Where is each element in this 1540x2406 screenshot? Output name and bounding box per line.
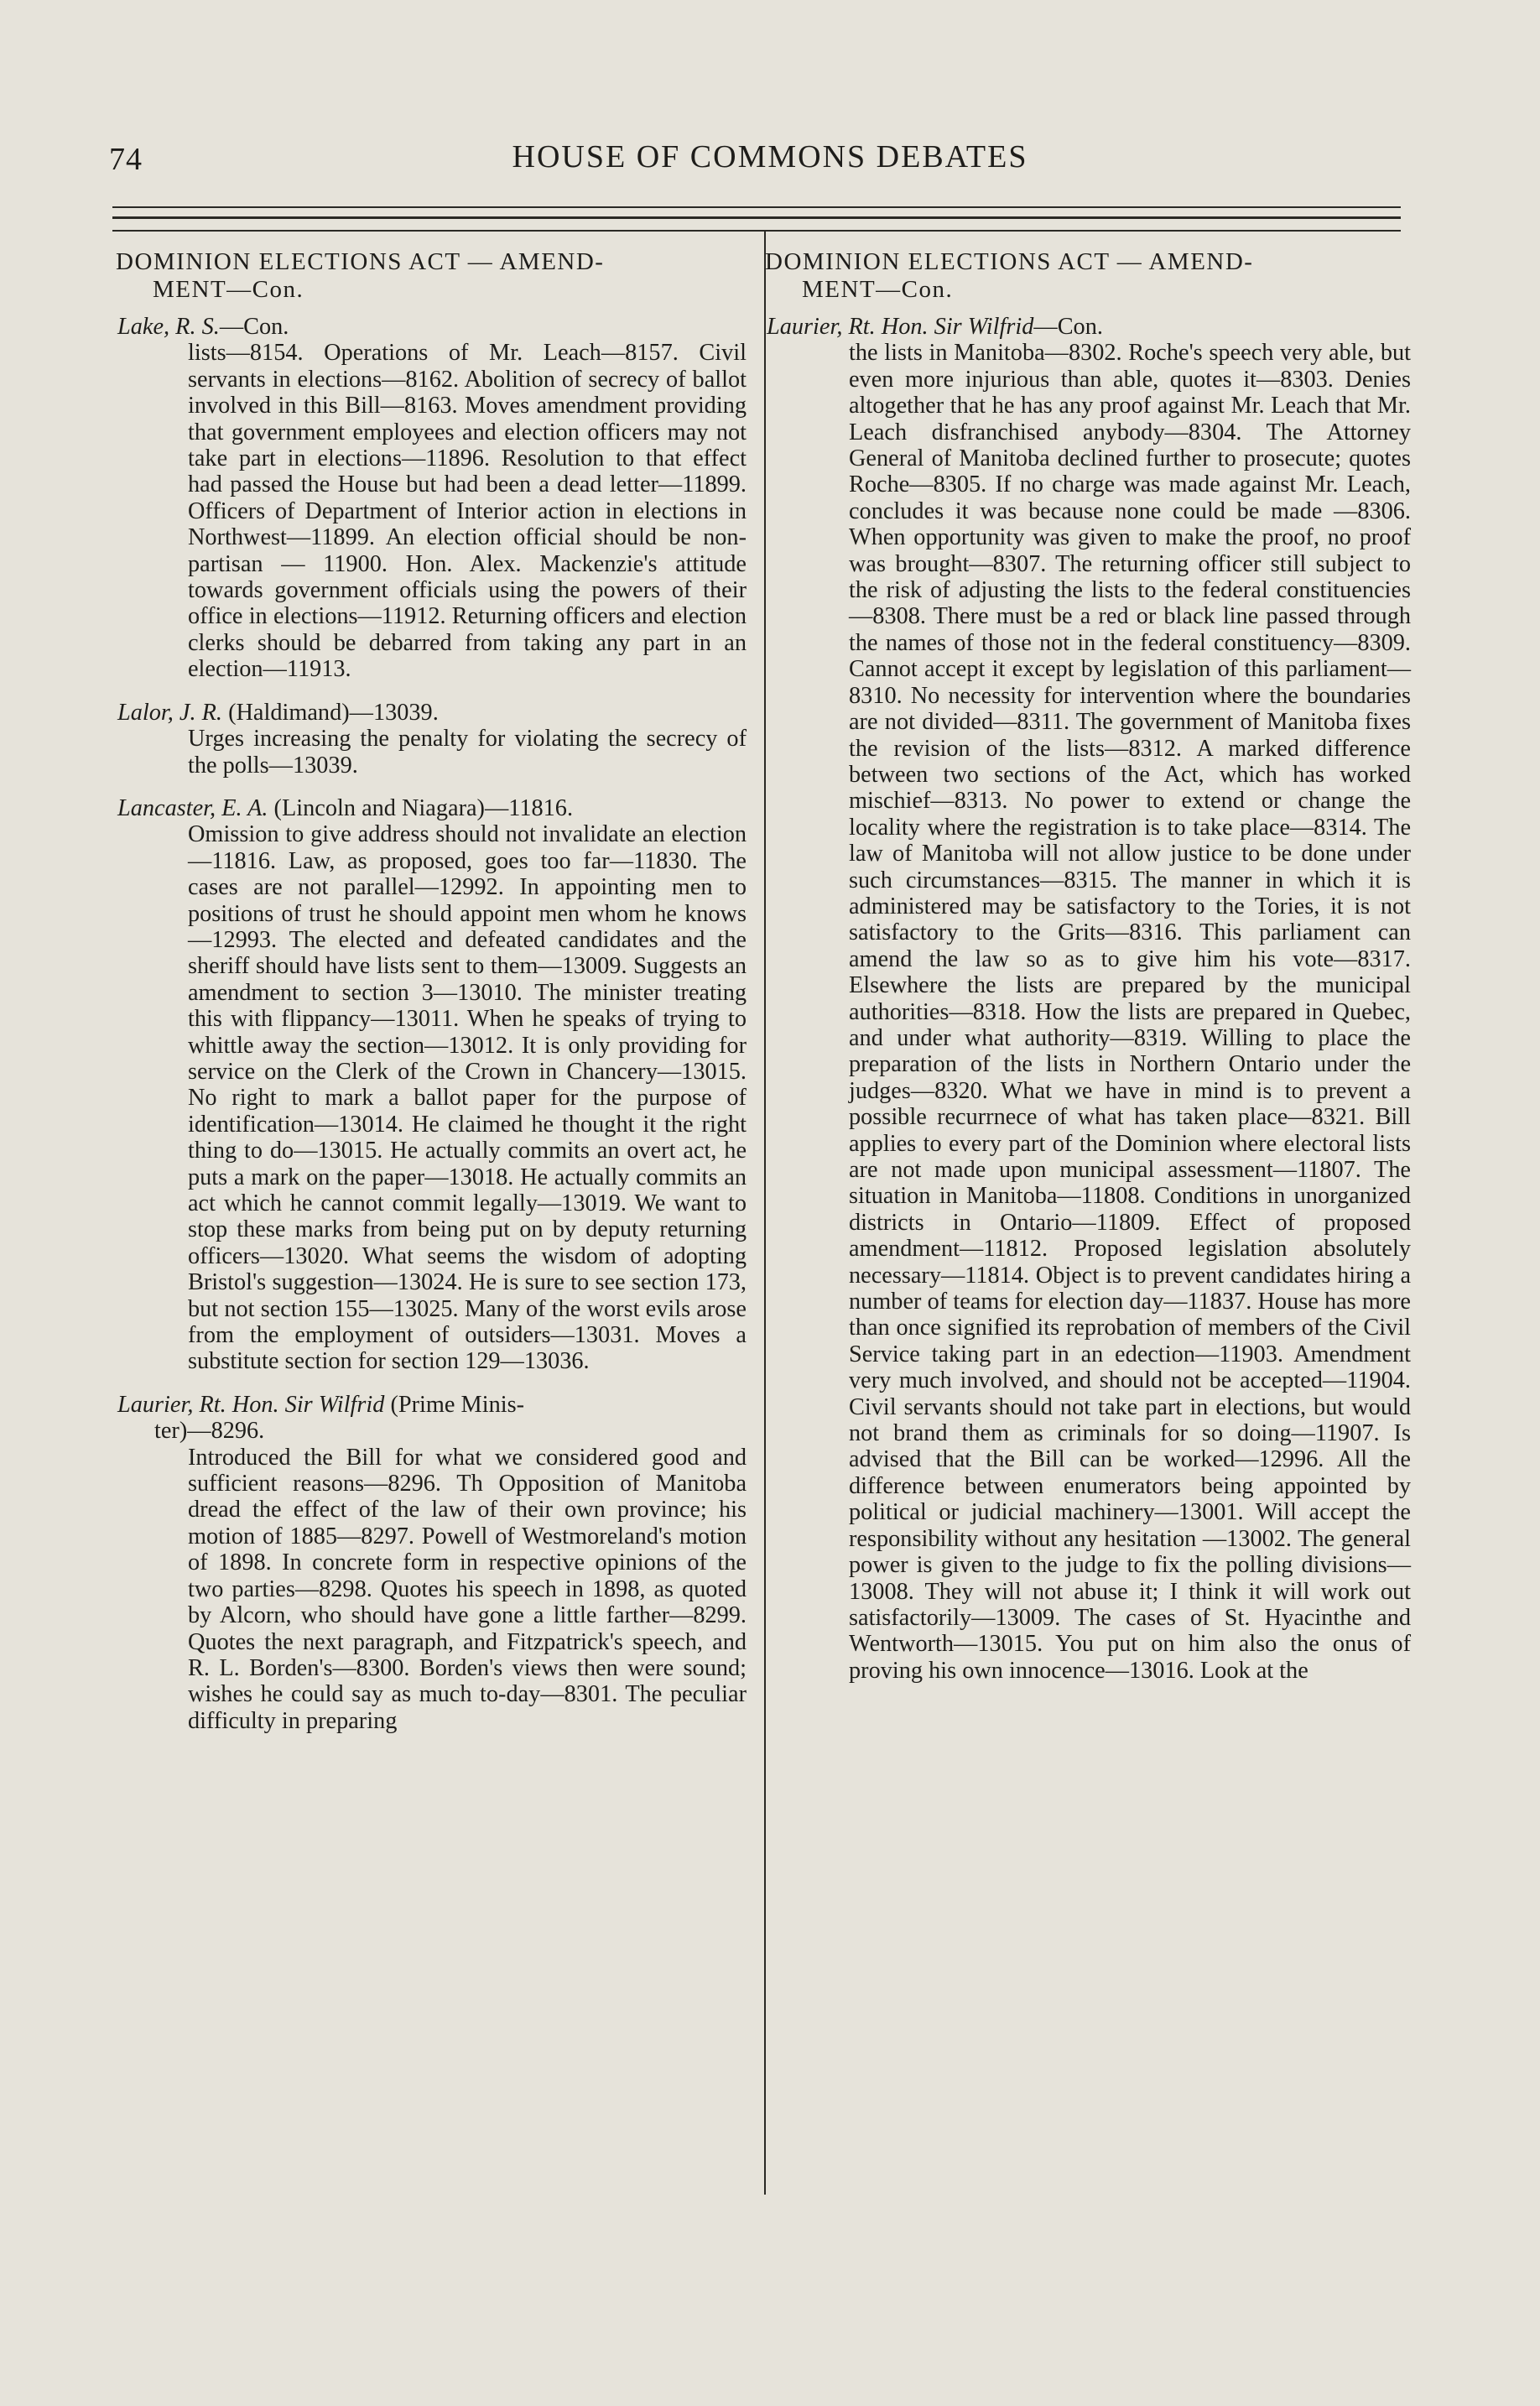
speaker-suffix: (Lincoln and Niagara)—11816.: [268, 794, 574, 821]
speaker-suffix: —Con.: [1033, 314, 1103, 340]
index-entry-lancaster: [116, 795, 753, 1375]
speaker-name: Lancaster, E. A.: [117, 794, 268, 821]
header-rule: [112, 206, 1401, 208]
index-entry-lalor: [116, 700, 753, 779]
left-column: [116, 248, 753, 1751]
speaker-name: Lake, R. S.: [117, 314, 220, 340]
entry-name: [116, 795, 753, 821]
speaker-suffix-line2: ter)—8296.: [154, 1418, 265, 1445]
speaker-suffix: (Prime Minis-: [384, 1391, 525, 1418]
entry-body: Introduced the Bill for what we considered good and sufficient reasons—8296. Th Opposition of Manitoba dread the effect of the law of their own province; his motion of 1885—8297. Powell of Westmoreland's motion of 1898. In concrete form in respective opinions of the two parties—8298. Quotes his speech in 1898, as quoted by Alcorn, who should have gone a little farther—8299. Quotes the next paragraph, and Fitzpatrick's speech, and R. L. Borden's—8300. Borden's views then were sound; wishes he could say as much to-day—8301. The peculiar difficulty in preparing: [188, 1444, 747, 1734]
speaker-name: Laurier, Rt. Hon. Sir Wilfrid: [117, 1391, 385, 1418]
right-column: [765, 248, 1411, 1700]
running-title: HOUSE OF COMMONS DEBATES: [512, 139, 1028, 174]
page-number: 74: [109, 142, 143, 177]
speaker-name: Lalor, J. R.: [117, 699, 222, 726]
speaker-suffix: (Haldimand)—13039.: [222, 699, 439, 726]
section-heading-line2: MENT—Con.: [802, 276, 954, 303]
speaker-name: Laurier, Rt. Hon. Sir Wilfrid: [767, 314, 1034, 340]
section-heading-line2: MENT—Con.: [153, 276, 304, 303]
entry-name: [116, 1392, 753, 1445]
entry-name: [116, 314, 753, 340]
section-heading: [116, 248, 753, 304]
entry-name: [765, 314, 1411, 340]
header-rule-bottom: [112, 230, 1401, 232]
section-heading-line1: DOMINION ELECTIONS ACT — AMEND-: [765, 248, 1254, 275]
entry-body: Omission to give address should not invalidate an election—11816. Law, as proposed, goes too far—11830. The cases are not parallel—12992. In appointing men to positions of trust he should appoint men whom he knows—12993. The elected and defeated candidates and the sheriff should have lists sent to them—13009. Suggests an amendment to section 3—13010. The minister treating this with flippancy—13011. When he speaks of trying to whittle away the section—13012. It is only providing for service on the Clerk of the Crown in Chancery—13015. No right to mark a ballot paper for the purpose of identification—13014. He claimed he thought it the right thing to do—13015. He actually commits an overt act, he puts a mark on the paper—13018. He actually commits an act which he cannot commit legally—13019. We want to stop these marks from being put on by deputy returning officers—13020. What seems the wisdom of adopting Bristol's suggestion—13024. He is sure to see section 173, but not section 155—13025. Many of the worst evils arose from the employment of outsiders—13031. Moves a substitute section for section 129—13036.: [188, 821, 747, 1375]
index-entry-lake: [116, 314, 753, 683]
index-entry-laurier-continued: [765, 314, 1411, 1684]
header-rule-thick: [112, 216, 1401, 219]
entry-body: the lists in Manitoba—8302. Roche's speech very able, but even more injurious than able, quotes it—8303. Denies altogether that he has any proof against Mr. Leach that Mr. Leach disfranchised anybody—8304. The Attorney General of Manitoba declined further to prosecute; quotes Roche—8305. If no charge was made against Mr. Leach, concludes it was because none could be made —8306. When opportunity was given to make the proof, no proof was brought—8307. The returning officer still subject to the risk of adjusting the lists to the federal constituencies—8308. There must be a red or black line passed through the names of those not in the federal constituency—8309. Cannot accept it except by legislation of this parliament—8310. No necessity for intervention where the boundaries are not divided—8311. The government of Manitoba fixes the revision of the lists—8312. A marked difference between two sections of the Act, which has worked mischief—8313. No power to extend or change the locality where the registration is to take place—8314. The law of Manitoba will not allow justice to be done under such circumstances—8315. The manner in which it is administered may be satisfactory to the Tories, it is not satisfactory to the Grits—8316. This parliament can amend the law so as to give him his vote—8317. Elsewhere the lists are prepared by the municipal authorities—8318. How the lists are prepared in Quebec, and under what authority—8319. Willing to place the preparation of the lists in Northern Ontario under the judges—8320. What we have in mind is to prevent a possible recurrnece of what has taken place—8321. Bill applies to every part of the Dominion where electoral lists are not made upon municipal assessment—11807. The situation in Manitoba—11808. Conditions in unorganized districts in Ontario—11809. Effect of proposed amendment—11812. Proposed legislation absolutely necessary—11814. Object is to prevent candidates hiring a number of teams for election day—11837. House has more than once signified its reprobation of members of the Civil Service taking part in an edection—11903. Amendment very much involved, and should not be accepted—11904. Civil servants should not take part in elections, but would not brand them as criminals for so doing—11907. Is advised that the Bill can be worked—12996. All the difference between enumerators being appointed by political or judicial machinery—13001. Will accept the responsibility without any hesitation —13002. The general power is given to the judge to fix the polling divisions—13008. They will not abuse it; I think it will work out satisfactorily—13009. The cases of St. Hyacinthe and Wentworth—13015. You put on him also the onus of proving his own innocence—13016. Look at the: [849, 340, 1411, 1684]
section-heading-line1: DOMINION ELECTIONS ACT — AMEND-: [116, 248, 605, 275]
entry-body: Urges increasing the penalty for violating the secrecy of the polls—13039.: [188, 726, 747, 779]
section-heading: [765, 248, 1411, 304]
entry-body: lists—8154. Operations of Mr. Leach—8157. Civil servants in elections—8162. Abolition of secrecy of ballot involved in this Bill—8163. Moves amendment providing that government employees and election officers may not take part in elections—11896. Resolution to that effect had passed the House but had been a dead letter—11899. Officers of Department of Interior action in elections in Northwest—11899. An election official should be non-partisan — 11900. Hon. Alex. Mackenzie's attitude towards government officials using the powers of their office in elections—11912. Returning officers and election clerks should be debarred from taking any part in an election—11913.: [188, 340, 747, 683]
speaker-suffix: —Con.: [219, 314, 289, 340]
entry-name: [116, 700, 753, 726]
index-entry-laurier: [116, 1392, 753, 1734]
